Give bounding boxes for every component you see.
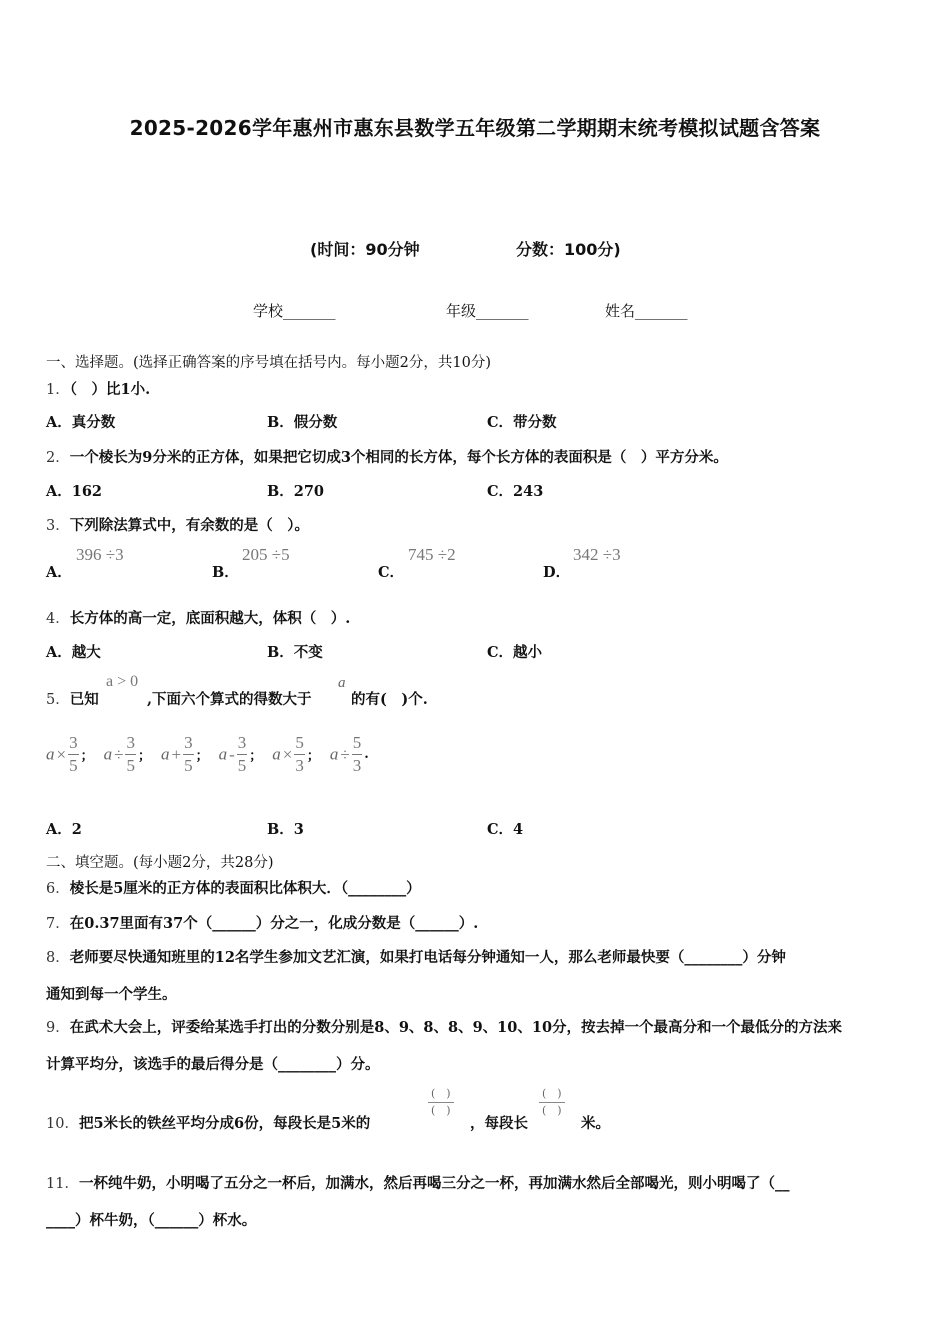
q5-expressions xyxy=(46,732,379,777)
q1-option-a: A．真分数 xyxy=(46,414,116,431)
q10-text-3: 米。 xyxy=(581,1115,610,1132)
q2-option-b: B．270 xyxy=(267,483,325,500)
question-number: 6． xyxy=(46,881,70,897)
question-number: 7． xyxy=(46,916,70,932)
section-1-heading: 一、选择题。(选择正确答案的序号填在括号内。每小题2分，共10分) xyxy=(46,355,491,371)
fraction-numerator-blank: ( ) xyxy=(428,1086,454,1103)
q3-expr-a: 396 ÷3 xyxy=(76,545,124,564)
expr-variable: a xyxy=(272,744,281,764)
question-5 xyxy=(46,688,99,709)
q5-text-3: 的有( )个. xyxy=(351,691,428,708)
question-number: 1． xyxy=(46,382,70,398)
fraction-numerator: 3 xyxy=(237,732,248,755)
expr-fraction xyxy=(68,732,79,777)
question-6 xyxy=(46,877,421,898)
grade-field: 年级_______ xyxy=(446,302,529,320)
fraction-numerator: 5 xyxy=(294,732,305,755)
q3-option-b: B． xyxy=(212,564,239,581)
question-7 xyxy=(46,912,478,933)
question-text: 一个棱长为9分米的正方体，如果把它切成3个相同的长方体，每个长方体的表面积是（ ）平方分米。 xyxy=(69,449,728,466)
question-11 xyxy=(46,1172,789,1193)
school-field: 学校_______ xyxy=(253,302,336,320)
expr-separator: . xyxy=(364,747,369,762)
question-8-line-2: 通知到每一个学生。 xyxy=(46,986,177,1003)
q5-expression xyxy=(219,732,263,777)
question-text: 长方体的高一定，底面积越大，体积（ ）. xyxy=(69,610,351,627)
q3-option-c: C． xyxy=(378,564,405,581)
expr-variable: a xyxy=(218,744,228,764)
fraction-denominator: 3 xyxy=(352,756,362,775)
name-field: 姓名_______ xyxy=(605,302,688,320)
q10-text-2: ，每段长 xyxy=(470,1115,528,1132)
fraction-denominator-blank: ( ) xyxy=(431,1104,451,1117)
question-text: 一杯纯牛奶，小明喝了五分之一杯后，加满水，然后再喝三分之一杯，再加满水然后全部喝光，则小明喝了（__ xyxy=(78,1175,790,1192)
expr-separator: ； xyxy=(195,749,209,764)
fraction-denominator: 3 xyxy=(295,756,304,775)
expr-variable: a xyxy=(329,744,339,764)
expr-fraction xyxy=(352,732,363,777)
fraction-numerator-blank: ( ) xyxy=(539,1086,565,1103)
q2-option-a: A．162 xyxy=(46,483,103,500)
fraction-denominator-blank: ( ) xyxy=(542,1104,562,1117)
question-number: 9． xyxy=(46,1020,70,1036)
q5-expression xyxy=(104,732,151,777)
question-3 xyxy=(46,514,309,535)
question-8 xyxy=(46,946,786,967)
q4-option-c: C．越小 xyxy=(487,644,543,661)
q1-option-b: B．假分数 xyxy=(267,414,338,431)
expr-separator: ； xyxy=(306,749,320,764)
question-text-1: 把5米长的铁丝平均分成6份，每段长是5米的 xyxy=(78,1115,371,1132)
question-9-line-2: 计算平均分，该选手的最后得分是（________）分。 xyxy=(46,1056,380,1073)
q10-fraction-blank-2 xyxy=(539,1086,565,1119)
q5-expression xyxy=(46,732,94,777)
q5-variable: a xyxy=(338,675,346,691)
question-text: （ ）比1小. xyxy=(69,381,151,398)
expr-operator: + xyxy=(171,744,182,764)
expr-fraction xyxy=(237,732,248,777)
expr-variable: a xyxy=(160,744,170,764)
fraction-numerator: 5 xyxy=(352,732,363,755)
question-text-1: 已知 xyxy=(69,691,99,708)
q3-expr-d: 342 ÷3 xyxy=(573,545,621,564)
expr-operator: ÷ xyxy=(114,744,124,764)
fraction-denominator: 5 xyxy=(126,756,135,775)
question-text: 在0.37里面有37个（______）分之一，化成分数是（______）. xyxy=(69,915,479,932)
question-number: 4． xyxy=(46,611,70,627)
q5-option-a: A．2 xyxy=(46,821,82,838)
q3-expr-c: 745 ÷2 xyxy=(408,545,456,564)
expr-variable: a xyxy=(103,744,113,764)
expr-operator: × xyxy=(56,744,67,764)
question-1 xyxy=(46,378,150,399)
expr-fraction xyxy=(294,732,305,777)
question-9 xyxy=(46,1016,842,1037)
document-title: 2025-2026学年惠州市惠东县数学五年级第二学期期末统考模拟试题含答案 xyxy=(129,116,821,140)
exam-time: (时间：90分钟 xyxy=(310,240,420,259)
section-2-heading: 二、填空题。(每小题2分，共28分) xyxy=(46,855,274,871)
q3-expr-b: 205 ÷5 xyxy=(242,545,290,564)
q10-fraction-blank-1 xyxy=(428,1086,454,1119)
q3-option-d: D． xyxy=(543,564,571,581)
expr-variable: a xyxy=(46,744,55,764)
exam-score: 分数：100分) xyxy=(516,240,621,259)
q2-option-c: C．243 xyxy=(487,483,544,500)
q5-text-2: ,下面六个算式的得数大于 xyxy=(147,691,312,708)
expr-fraction xyxy=(125,732,136,777)
fraction-numerator: 3 xyxy=(125,732,136,755)
q1-option-c: C．带分数 xyxy=(487,414,557,431)
question-text: 下列除法算式中，有余数的是（ ）。 xyxy=(69,517,309,534)
q4-option-a: A．越大 xyxy=(46,644,101,661)
q5-expression xyxy=(272,732,320,777)
question-text: 老师要尽快通知班里的12名学生参加文艺汇演，如果打电话每分钟通知一人，那么老师最快要（________）分钟 xyxy=(69,949,786,966)
q5-condition: a > 0 xyxy=(106,673,139,690)
expr-separator: ； xyxy=(80,749,94,764)
expr-fraction xyxy=(183,732,194,777)
expr-operator: ÷ xyxy=(340,744,350,764)
question-number: 11． xyxy=(46,1176,79,1192)
fraction-denominator: 5 xyxy=(237,756,247,775)
question-text: 棱长是5厘米的正方体的表面积比体积大．（________） xyxy=(69,880,421,897)
expr-separator: ； xyxy=(249,749,263,764)
q5-option-b: B．3 xyxy=(267,821,304,838)
expr-operator: - xyxy=(229,744,235,764)
fraction-numerator: 3 xyxy=(183,732,194,755)
q4-option-b: B．不变 xyxy=(267,644,323,661)
question-10 xyxy=(46,1112,370,1133)
question-2 xyxy=(46,446,728,467)
q5-expression xyxy=(330,732,369,777)
question-4 xyxy=(46,607,350,628)
question-11-line-2: ____）杯牛奶，（______）杯水。 xyxy=(46,1212,257,1229)
expr-operator: × xyxy=(282,744,293,764)
question-number: 10． xyxy=(46,1116,79,1132)
fraction-denominator: 5 xyxy=(184,756,193,775)
question-number: 8． xyxy=(46,950,70,966)
q3-option-a: A． xyxy=(46,564,72,581)
fraction-numerator: 3 xyxy=(68,732,79,755)
question-text: 在武术大会上，评委给某选手打出的分数分别是8、9、8、8、9、10、10分，按去掉一个最高分和一个最低分的方法来 xyxy=(69,1019,843,1036)
fraction-denominator: 5 xyxy=(69,756,78,775)
q5-option-c: C．4 xyxy=(487,821,524,838)
question-number: 5． xyxy=(46,692,70,708)
question-number: 2． xyxy=(46,450,70,466)
question-number: 3． xyxy=(46,518,70,534)
expr-separator: ； xyxy=(137,749,151,764)
q5-expression xyxy=(161,732,209,777)
